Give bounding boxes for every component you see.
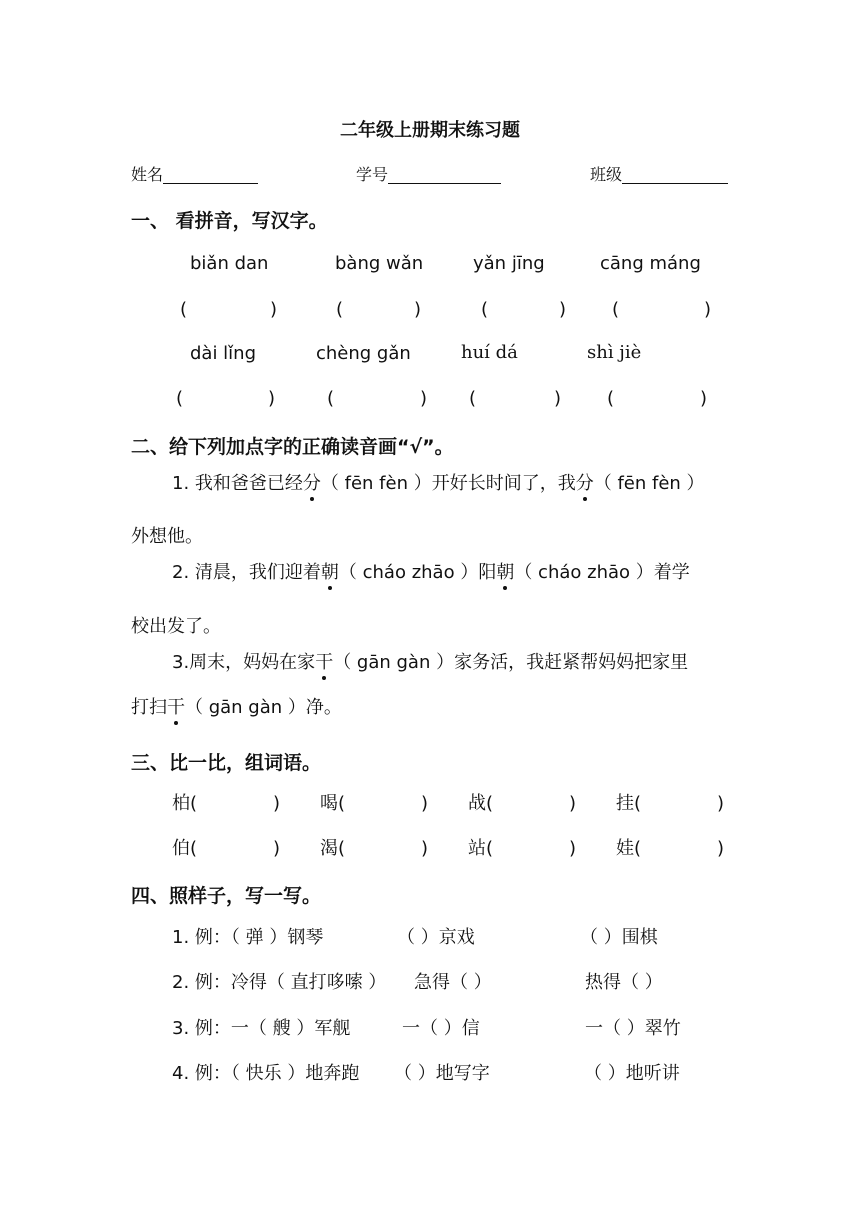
compare-paren-close: ) — [569, 793, 577, 814]
q1-options-2[interactable]: （ fēn fèn ） — [593, 473, 705, 494]
class-label: 班级 — [590, 165, 623, 184]
answer-paren-close: ) — [554, 388, 562, 409]
number-blank[interactable] — [388, 167, 501, 184]
pinyin-item: huí dá — [461, 342, 518, 363]
answer-blank[interactable] — [190, 387, 264, 411]
answer-paren-close: ) — [700, 388, 708, 409]
example-1: 1. 例：（ 弹 ）钢琴 — [172, 927, 324, 948]
pinyin-item: cāng máng — [600, 253, 701, 274]
answer-paren-open: ( — [607, 388, 615, 409]
example-4: 4. 例：（ 快乐 ）地奔跑 — [172, 1063, 360, 1084]
q3-options-2[interactable]: （ gān gàn ）净。 — [185, 697, 342, 718]
q1-dotted-char-2: 分 — [576, 469, 594, 495]
question-2 — [172, 558, 690, 584]
answer-blank[interactable] — [483, 387, 551, 411]
q2-text-a: 2. 清晨，我们迎着 — [172, 562, 321, 583]
compare-paren-close: ) — [569, 838, 577, 859]
compare-char: 喝 — [320, 793, 338, 814]
answer-paren-close: ) — [704, 299, 712, 320]
compare-paren-close: ) — [421, 793, 429, 814]
compare-char: 挂 — [616, 793, 634, 814]
compare-paren-close: ) — [273, 838, 281, 859]
q1-options-1[interactable]: （ fēn fèn ）开好长时间了，我 — [320, 473, 576, 494]
compare-item[interactable]: 喝( — [320, 793, 346, 814]
compare-paren-close: ) — [717, 793, 725, 814]
compare-item[interactable]: 柏( — [172, 793, 198, 814]
q1-dotted-char-1: 分 — [303, 469, 321, 495]
answer-paren-close: ) — [268, 388, 276, 409]
section-2-heading: 二、给下列加点字的正确读音画“√”。 — [131, 436, 454, 458]
q2-dotted-char-1: 朝 — [321, 558, 339, 584]
answer-paren-close: ) — [270, 299, 278, 320]
question-3 — [172, 648, 688, 674]
answer-blank[interactable] — [196, 298, 266, 322]
q3-text-a: 3.周末，妈妈在家 — [172, 652, 316, 673]
answer-paren-open: ( — [176, 388, 184, 409]
answer-paren-close: ) — [420, 388, 428, 409]
fill-blank[interactable]: （ ）地听讲 — [584, 1063, 680, 1084]
answer-paren-open: ( — [469, 388, 477, 409]
pinyin-item: yǎn jīng — [473, 253, 545, 274]
answer-paren-close: ) — [559, 299, 567, 320]
q3-dotted-char-2: 干 — [167, 693, 185, 719]
q3-options-1[interactable]: （ gān gàn ）家务活，我赶紧帮妈妈把家里 — [333, 652, 689, 673]
name-blank[interactable] — [163, 167, 258, 184]
fill-blank[interactable]: 一（ ）翠竹 — [585, 1018, 681, 1039]
name-field[interactable] — [131, 162, 258, 185]
answer-blank[interactable] — [621, 387, 695, 411]
fill-blank[interactable]: （ ）围棋 — [580, 927, 658, 948]
compare-item[interactable]: 伯( — [172, 838, 198, 859]
section-3-heading: 三、比一比，组词语。 — [131, 752, 322, 774]
q2-dotted-char-2: 朝 — [496, 558, 514, 584]
q3-dotted-char-1: 干 — [315, 648, 333, 674]
answer-blank[interactable] — [626, 298, 700, 322]
q2-options-2[interactable]: （ cháo zhāo ）着学 — [514, 562, 690, 583]
number-field[interactable] — [356, 162, 501, 185]
pinyin-item: bàng wǎn — [335, 253, 424, 274]
question-3-continued — [131, 693, 342, 719]
compare-paren-close: ) — [421, 838, 429, 859]
section-4-heading: 四、照样子，写一写。 — [131, 885, 322, 907]
question-1 — [172, 469, 705, 495]
compare-char: 渴 — [320, 838, 338, 859]
class-blank[interactable] — [622, 167, 728, 184]
pinyin-item: dài lǐng — [190, 343, 257, 364]
compare-char: 柏 — [172, 793, 190, 814]
page-title: 二年级上册期末练习题 — [340, 120, 520, 141]
q3-text-cont: 打扫 — [131, 697, 167, 718]
q1-text-a: 1. 我和爸爸已经 — [172, 473, 303, 494]
fill-blank[interactable]: 热得（ ） — [585, 972, 663, 993]
answer-paren-open: ( — [612, 299, 620, 320]
answer-paren-close: ) — [414, 299, 422, 320]
name-label: 姓名 — [131, 165, 164, 184]
compare-item[interactable]: 渴( — [320, 838, 346, 859]
compare-char: 站 — [468, 838, 486, 859]
pinyin-item: biǎn dan — [190, 253, 269, 274]
compare-item[interactable]: 娃( — [616, 838, 642, 859]
answer-paren-open: ( — [336, 299, 344, 320]
pinyin-item: shì jiè — [587, 342, 642, 363]
example-2: 2. 例：冷得（ 直打哆嗦 ） — [172, 972, 387, 993]
section-1-heading: 一、 看拼音，写汉字。 — [131, 210, 328, 232]
answer-paren-open: ( — [481, 299, 489, 320]
fill-blank[interactable]: 一（ ）信 — [402, 1018, 480, 1039]
fill-blank[interactable]: 急得（ ） — [414, 972, 492, 993]
question-2-continued: 校出发了。 — [131, 616, 221, 637]
compare-char: 伯 — [172, 838, 190, 859]
answer-paren-open: ( — [180, 299, 188, 320]
answer-blank[interactable] — [495, 298, 555, 322]
compare-item[interactable]: 挂( — [616, 793, 642, 814]
answer-paren-open: ( — [327, 388, 335, 409]
answer-blank[interactable] — [350, 298, 410, 322]
q2-options-1[interactable]: （ cháo zhāo ）阳 — [338, 562, 497, 583]
compare-paren-close: ) — [717, 838, 725, 859]
compare-item[interactable]: 站( — [468, 838, 494, 859]
compare-item[interactable]: 战( — [468, 793, 494, 814]
compare-char: 战 — [468, 793, 486, 814]
question-1-continued: 外想他。 — [131, 526, 203, 547]
answer-blank[interactable] — [341, 387, 415, 411]
fill-blank[interactable]: （ ）地写字 — [394, 1063, 490, 1084]
example-3: 3. 例：一（ 艘 ）军舰 — [172, 1018, 351, 1039]
fill-blank[interactable]: （ ）京戏 — [397, 927, 475, 948]
compare-paren-close: ) — [273, 793, 281, 814]
number-label: 学号 — [356, 165, 389, 184]
compare-char: 娃 — [616, 838, 634, 859]
pinyin-item: chèng gǎn — [316, 343, 411, 364]
class-field[interactable] — [590, 162, 728, 185]
